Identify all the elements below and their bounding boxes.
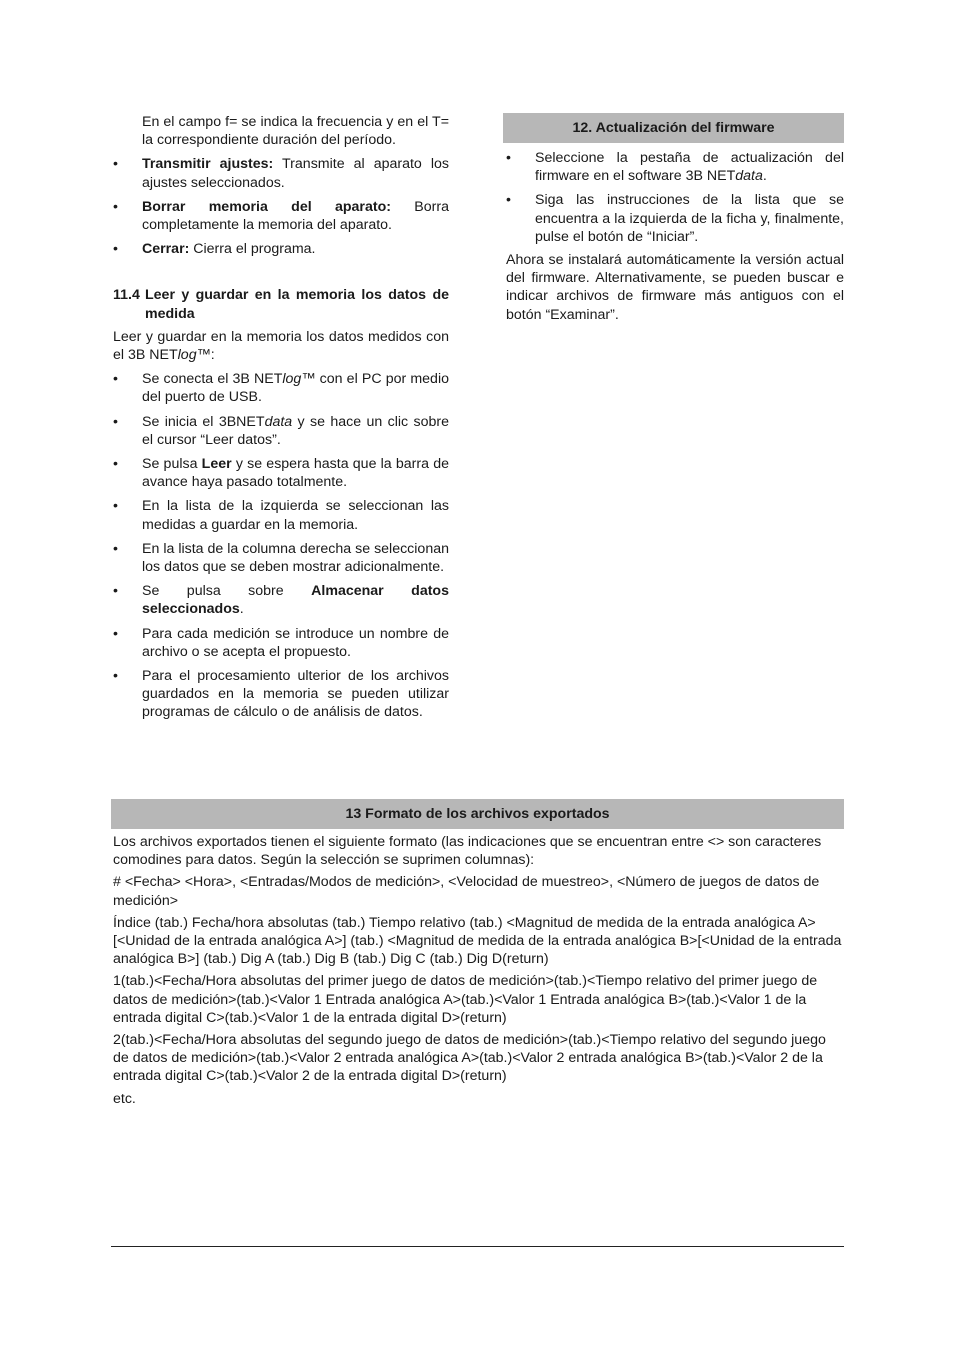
list-item: • Seleccione la pestaña de actualización del firmware en el software 3B NETdata.: [506, 149, 844, 185]
paragraph: 1(tab.)<Fecha/Hora absolutas del primer juego de datos de medición>(tab.)<Tiempo relativo del primer juego de datos de medición>(tab.)<Valor 1 Entrada analógica A>(tab.)<Valor 1 Entrada analógica B>(tab.)<Valor 1 de la entrada digital C>(tab.)<Valor 1 de la entrada digital D>(return): [113, 973, 818, 1026]
item-bold: Transmitir ajustes:: [142, 156, 274, 173]
paragraph: etc.: [113, 1090, 136, 1107]
list-item: • Se pulsa sobre Almacenar datos seleccionados.: [113, 582, 449, 618]
firmware-list: [503, 149, 844, 246]
paragraph: Los archivos exportados tienen el siguiente formato (las indicaciones que se encuentran entre <> son caracteres comodines para datos. Según la selección se suprimen columnas):: [113, 834, 822, 869]
list-item: [113, 198, 449, 234]
paragraph: Índice (tab.) Fecha/hora absolutas (tab.) Tiempo relativo (tab.) <Magnitud de medida de la entrada analógica A>[<Unidad de la entrada analógica A>] (tab.) <Magnitud de medida de la entrada analógica B>[<Unidad de la entrada analógica B>] (tab.) Dig A (tab.) Dig B (tab.) Dig C (tab.) Dig D(return): [113, 914, 842, 968]
list-item: • Se conecta el 3B NETlog™ con el PC por medio del puerto de USB.: [113, 370, 449, 406]
section-title: Leer y guardar en la memoria los datos de medida: [145, 287, 449, 322]
section-header-firmware: 12. Actualización del firmware: [503, 113, 844, 143]
list-item: [113, 155, 449, 191]
list-item: • En la lista de la columna derecha se seleccionan los datos que se deben mostrar adicionalmente.: [113, 540, 449, 576]
lead-text: Leer y guardar en la memoria los datos medidos con el 3B NETlog™:: [113, 328, 449, 364]
item-text: Borra completamente la memoria del aparato.: [142, 198, 449, 234]
list-item: • Se inicia el 3BNETdata y se hace un clic sobre el cursor “Leer datos”.: [113, 413, 449, 449]
paragraph: 2(tab.)<Fecha/Hora absolutas del segundo juego de datos de medición>(tab.)<Tiempo relativo del segundo juego de datos de medición>(tab.)<Valor 2 entrada analógica A>(tab.)<Valor 2 entrada analógica B>(tab.)<Valor 2 de la entrada digital C>(tab.)<Valor 2 de la entrada digital D>(return): [113, 1032, 826, 1085]
list-item: • Para el procesamiento ulterior de los archivos guardados en la memoria se pueden utilizar programas de cálculo o de análisis de datos.: [113, 667, 449, 722]
list-item: • Para cada medición se introduce un nombre de archivo o se acepta el propuesto.: [113, 625, 449, 661]
right-column: [503, 113, 844, 324]
export-format-text: [113, 833, 842, 1112]
intro-text: En el campo f= se indica la frecuencia y en el T= la correspondiente duración del período.: [142, 114, 449, 149]
item-text: Transmite al aparato los ajustes seleccionados.: [142, 156, 450, 191]
steps-list: [113, 370, 449, 721]
section-header-export: 13 Formato de los archivos exportados: [111, 799, 844, 829]
list-item: [113, 240, 449, 258]
paragraph: # <Fecha> <Hora>, <Entradas/Modos de medición>, <Velocidad de muestreo>, <Número de juegos de datos de medición>: [113, 874, 820, 909]
item-text: Cierra el programa.: [189, 241, 316, 258]
left-column: [113, 113, 449, 722]
footer-divider: [111, 1246, 844, 1247]
action-list: [113, 155, 449, 258]
list-item: • Siga las instrucciones de la lista que se encuentra a la izquierda de la ficha y, finalmente, pulse el botón de “Iniciar”.: [506, 191, 844, 246]
section-heading: [113, 286, 449, 322]
list-item: • En la lista de la izquierda se seleccionan las medidas a guardar en la memoria.: [113, 497, 449, 533]
section-number: 11.4: [113, 287, 140, 304]
firmware-paragraph: Ahora se instalará automáticamente la versión actual del firmware. Alternativamente, se pueden buscar e indicar archivos de firmware más antiguos con el botón “Examinar”.: [506, 252, 844, 323]
item-bold: Borrar memoria del aparato:: [142, 198, 391, 215]
list-item: • Se pulsa Leer y se espera hasta que la barra de avance haya pasado totalmente.: [113, 455, 449, 491]
item-bold: Cerrar:: [142, 241, 190, 258]
